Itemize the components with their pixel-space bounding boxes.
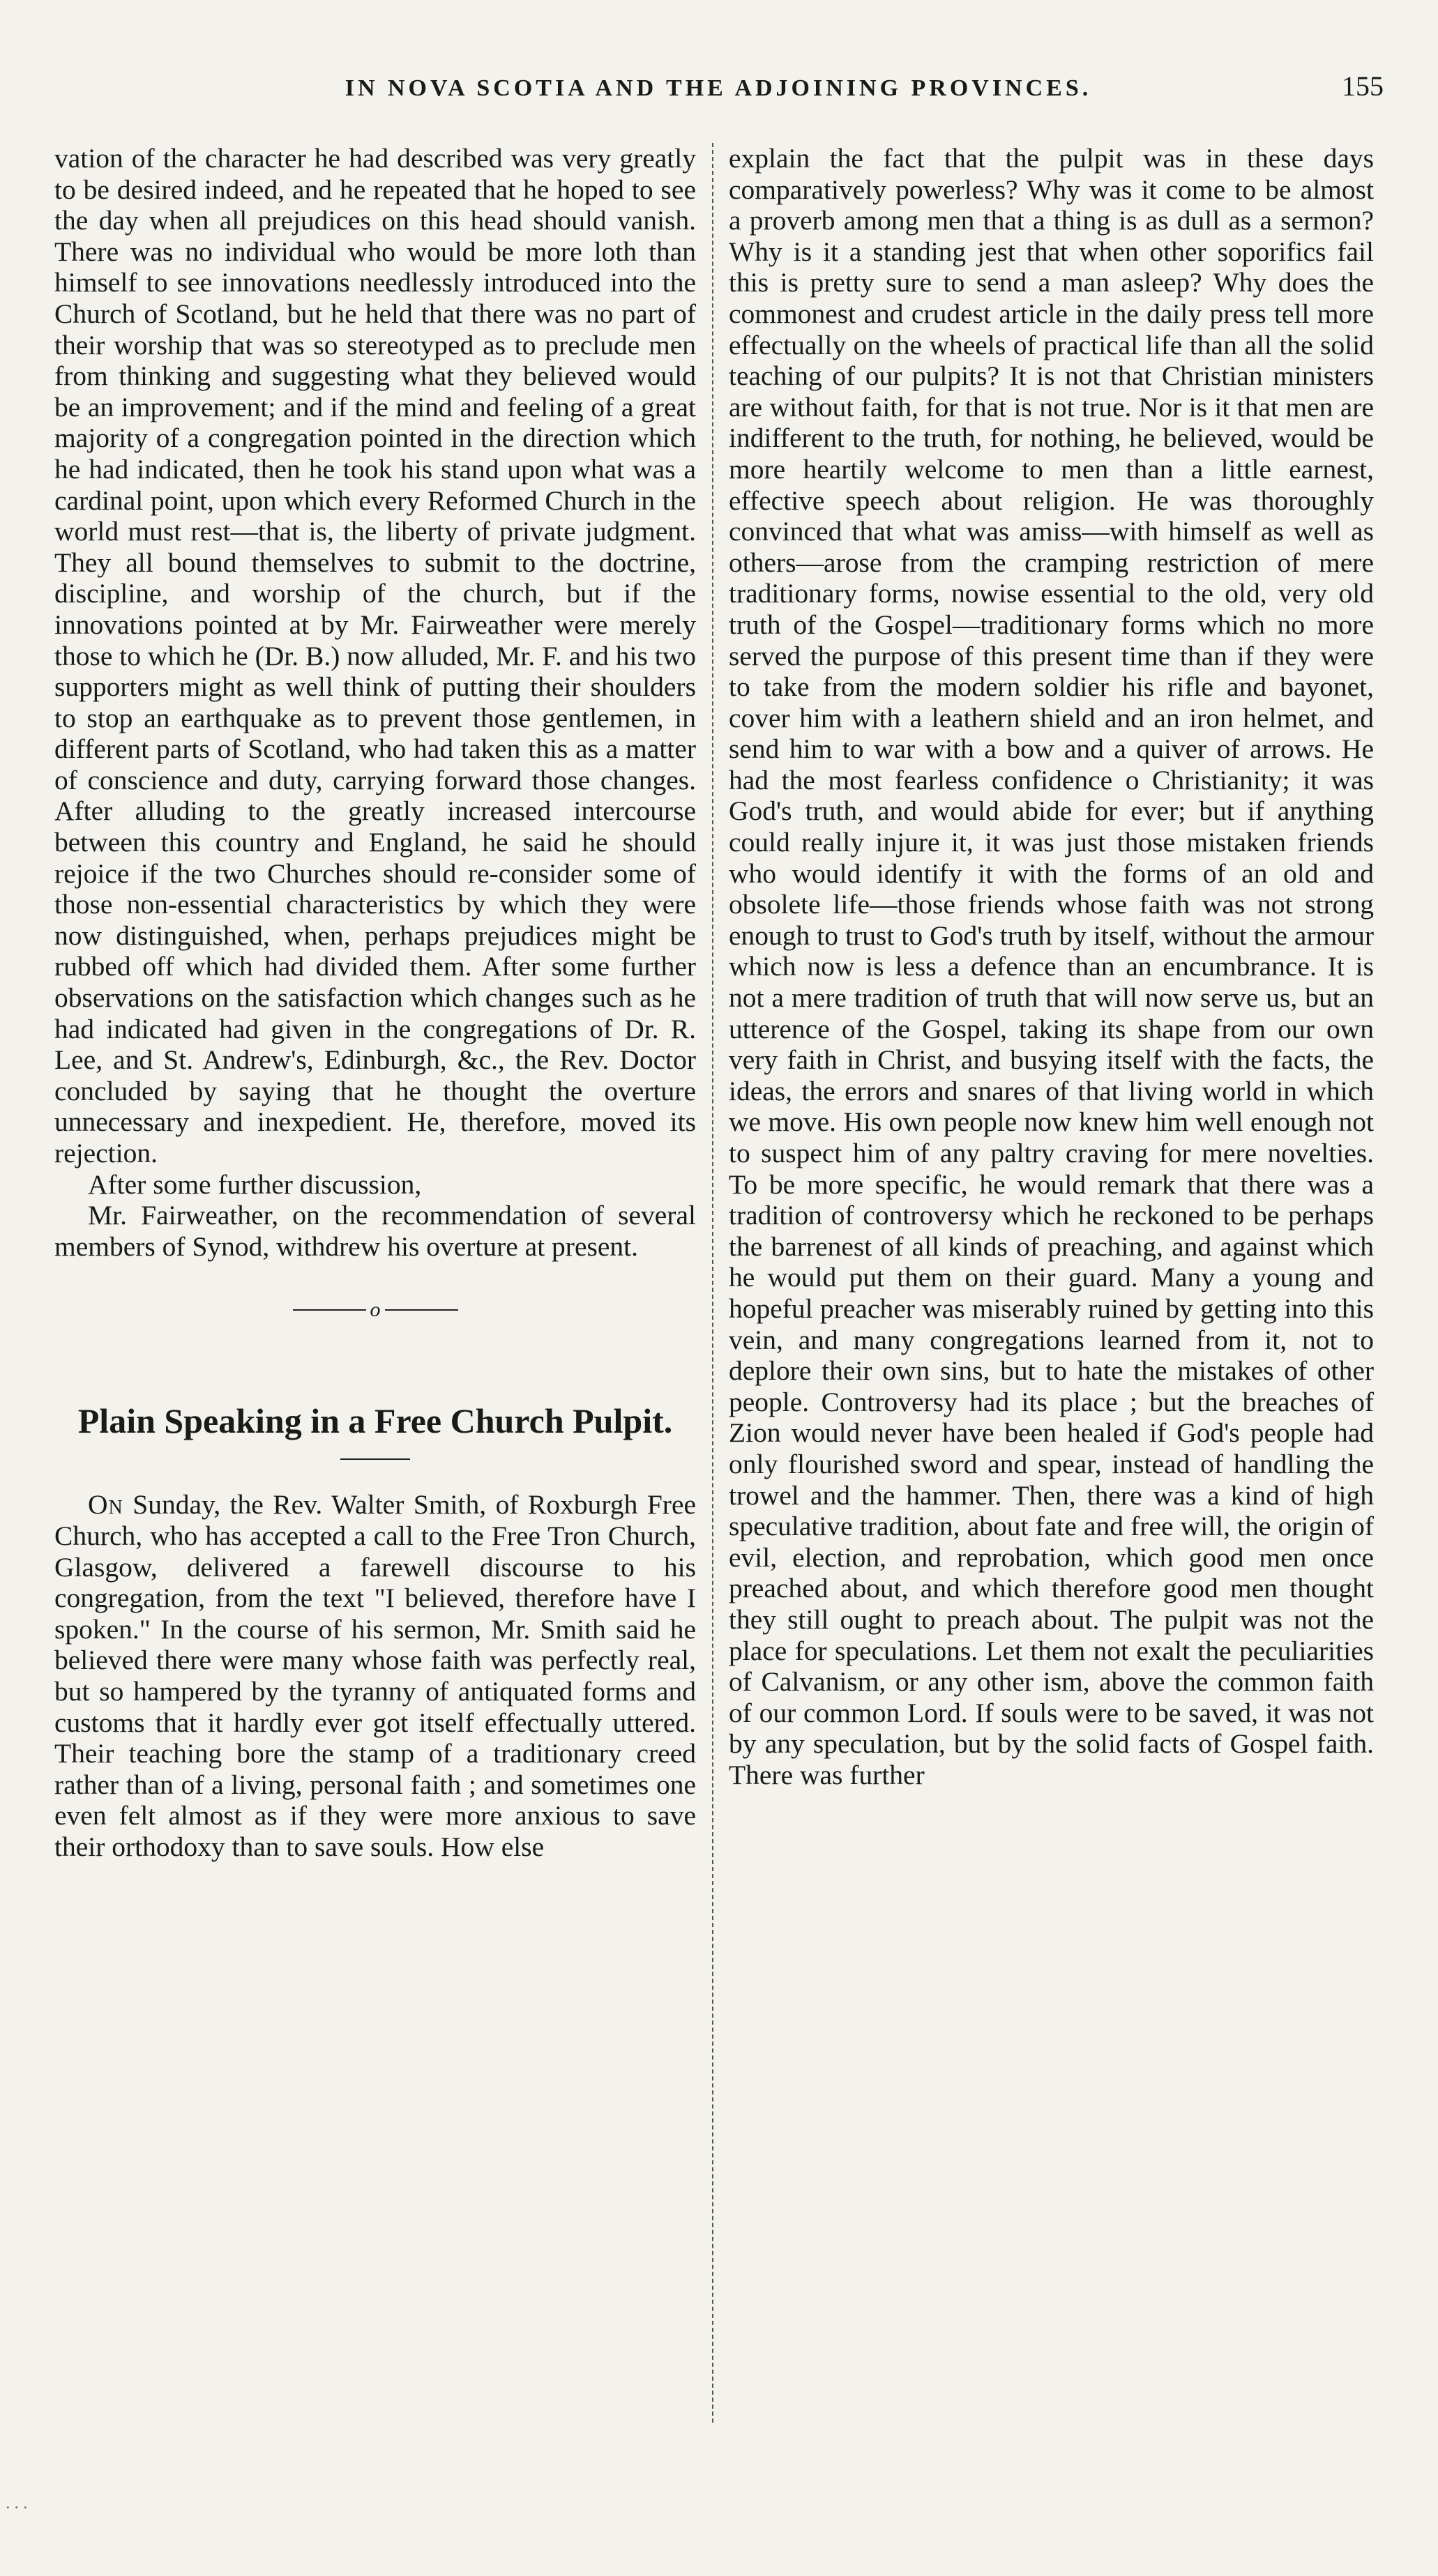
article-lead-word: On	[88, 1489, 123, 1521]
article-continuation: explain the fact that the pulpit was in these days comparatively powerless? Why was it come to be almost a proverb among men that a thing is as dull as a sermon? Why is it a standing jest that when other soporifics fail this is pretty sure to send a man asleep? Why does the commonest and crudest article in the daily press tell more effectually on the wheels of practical life than all the solid teaching of our pulpits? It is not that Christian ministers are without faith, for that is not true. Nor is it that men are indifferent to the truth, for nothing, he believed, would be more heartily welcome to men than a little earnest, effective speech about religion. He was thoroughly convinced that what was amiss—with himself as well as others—arose from the cramping restriction of mere traditionary forms, nowise essential to the old, very old truth of the Gospel—traditionary forms which no more served the purpose of this present time than if they were to take from the modern soldier his rifle and bayonet, cover him with a leathern shield and an iron helmet, and send him to war with a bow and a quiver of arrows. He had the most fearless confidence o Christianity; it was God's truth, and would abide for ever; but if anything could really injure it, it was just those mistaken friends who would identify it with the forms of an old and obsolete life—those friends whose faith was not strong enough to trust to God's truth by itself, without the armour which now is less a defence than an encumbrance. It is not a mere tradition of truth that will now serve us, but an utterence of the Gospel, taking its shape from our own very faith in Christ, and busying itself with the facts, the ideas, the errors and snares of that living world in which we move. His own people now knew him well enough not to suspect him of any paltry craving for mere novelties. To be more specific, he would remark that there was a tradition of controversy which he reckoned to be perhaps the barrenest of all kinds of preaching, and against which he would put them on their guard. Many a young and hopeful preacher was miserably ruined by getting into this vein, and many congregations learned from it, not to deplore their own sins, but to hate the mistakes of other people. Controversy had its place ; but the breaches of Zion would never have been healed if God's people had only flourished sword and spear, instead of handling the trowel and the hammer. Then, there was a kind of high speculative tradition, about fate and free will, the origin of evil, election, and reprobation, which good men once preached about, and which therefore good men thought they still ought to preach about. The pulpit was not the place for speculations. Let them not exalt the peculiarities of Calvanism, or any other ism, above the common faith of our common Lord. If souls were to be saved, it was not by any speculation, but by the solid facts of Gospel faith. There was further	[729, 143, 1374, 1790]
ornament-rule-left	[293, 1309, 366, 1311]
running-head	[0, 70, 1438, 117]
article-opening-paragraph	[54, 1489, 696, 1862]
ornament-glyph: o	[370, 1298, 381, 1322]
ornament-rule-right	[385, 1309, 458, 1311]
page-number: 155	[1342, 70, 1384, 102]
withdrawal-paragraph: Mr. Fairweather, on the recommendation of several members of Synod, withdrew his overture at present.	[54, 1200, 696, 1262]
scan-edge-mark: ...	[6, 2492, 32, 2513]
section-ornament	[54, 1300, 696, 1320]
left-column	[54, 143, 696, 1863]
article-title: Plain Speaking in a Free Church Pulpit.	[77, 1401, 673, 1441]
continued-paragraph: vation of the character he had described was very greatly to be desired indeed, and he repeated that he hoped to see the day when all prejudices on this head should vanish. There was no individual who would be more loth than himself to see innovations needlessly introduced into the Church of Scotland, but he held that there was no part of their worship that was so stereotyped as to preclude men from thinking and suggesting what they believed would be an improvement; and if the mind and feeling of a great majority of a congregation pointed in the direction which he had indicated, then he took his stand upon what was a cardinal point, upon which every Reformed Church in the world must rest—that is, the liberty of private judgment. They all bound themselves to submit to the doctrine, discipline, and worship of the church, but if the innovations pointed at by Mr. Fairweather were merely those to which he (Dr. B.) now alluded, Mr. F. and his two supporters might as well think of putting their shoulders to stop an earthquake as to prevent those gentlemen, in different parts of Scotland, who had taken this as a matter of conscience and duty, carrying forward those changes. After alluding to the greatly increased intercourse between this country and England, he said he should rejoice if the two Churches should re-consider some of those non-essential characteristics by which they were now distinguished, when, perhaps prejudices might be rubbed off which had divided them. After some further observations on the satisfaction which changes such as he had indicated had given in the congregations of Dr. R. Lee, and St. Andrew's, Edinburgh, &c., the Rev. Doctor concluded by saying that he thought the overture unnecessary and inexpedient. He, therefore, moved its rejection.	[54, 143, 696, 1168]
title-rule	[340, 1458, 410, 1460]
article-opening-text: Sunday, the Rev. Walter Smith, of Roxburgh Free Church, who has accepted a call to the Free Tron Church, Glasgow, delivered a farewell discourse to his congregation, from the text "I believed, therefore have I spoken." In the course of his sermon, Mr. Smith said he believed there were many whose faith was perfectly real, but so hampered by the tyranny of antiquated forms and customs that it hardly ever got itself effectually uttered. Their teaching bore the stamp of a traditionary creed rather than of a living, personal faith ; and sometimes one even felt almost as if they were more anxious to save their orthodoxy than to save souls. How else	[54, 1489, 697, 1862]
running-title: IN NOVA SCOTIA AND THE ADJOINING PROVINCES.	[345, 75, 1092, 101]
discussion-paragraph: After some further discussion,	[88, 1168, 422, 1200]
column-divider	[712, 143, 713, 2423]
right-column	[729, 143, 1374, 1790]
